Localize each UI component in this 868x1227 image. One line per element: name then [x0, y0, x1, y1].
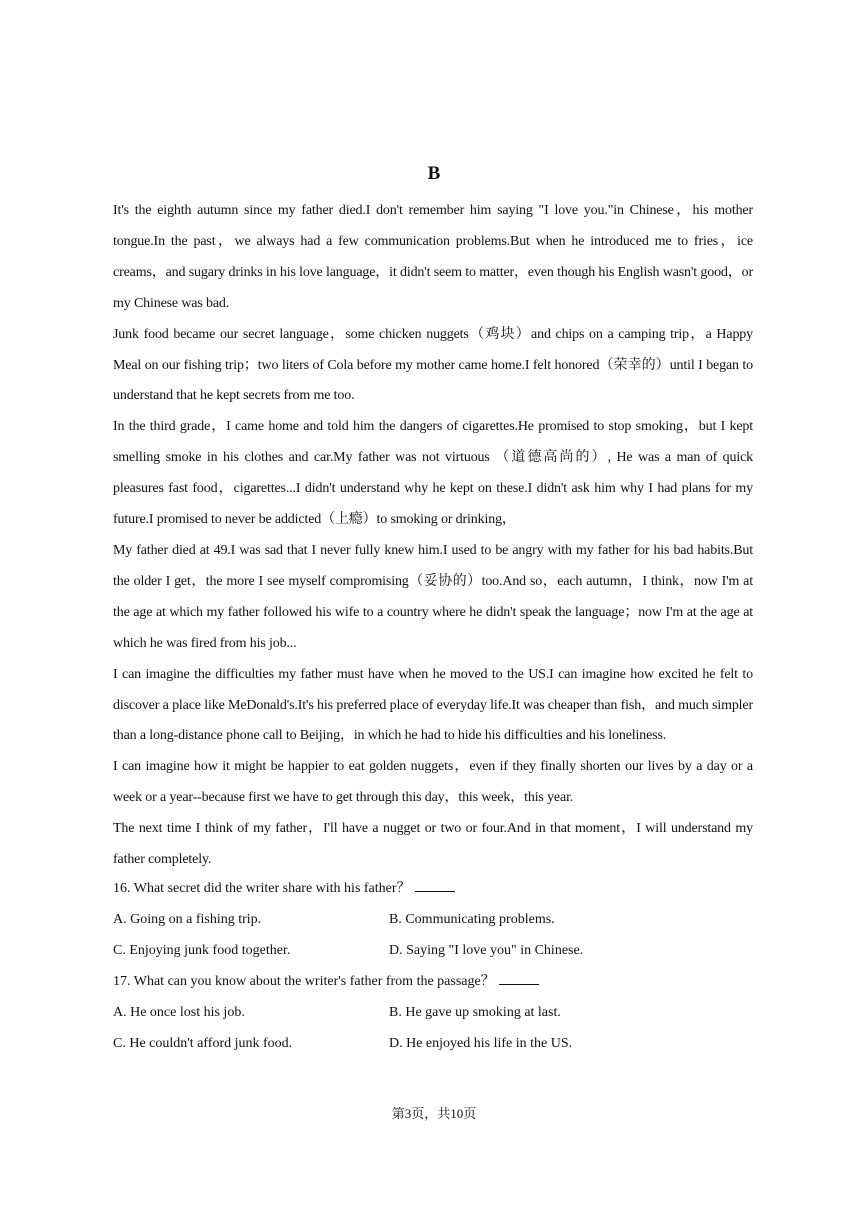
passage-paragraph-5: I can imagine the difficulties my father must have when he moved to the US.I can imagine how excited he felt to discover a place like MeDonald's.It's his preferred place of everyday life.It was cheaper than fish，and much simpler than a long-distance phone call to Beijing，in which he had to hide his difficulties and his loneliness.	[113, 666, 753, 744]
passage-paragraph-2: Junk food became our secret language，some chicken nuggets（鸡块）and chips on a camping trip，a Happy Meal on our fishing trip；two liters of Cola before my mother came home.I felt honored（荣幸的）until I began to understand that he kept secrets from me too.	[113, 326, 753, 404]
passage-paragraph-1: It's the eighth autumn since my father died.I don't remember him saying "I love you."in Chinese，his mother tongue.In the past，we always had a few communication problems.But when he introduced me to fries，ice creams，and sugary drinks in his love language，it didn't seem to matter，even though his English wasn't good，or my Chinese was bad.	[113, 203, 753, 311]
option-d: D. He enjoyed his life in the US.	[389, 1035, 573, 1051]
option-c: C. Enjoying junk food together.	[113, 942, 291, 958]
answer-blank	[415, 877, 455, 892]
reading-passage	[113, 196, 753, 876]
question-stem: 16. What secret did the writer share with his father？	[113, 881, 411, 896]
passage-paragraph-7: The next time I think of my father，I'll have a nugget or two or four.And in that moment，I will understand my father completely.	[113, 821, 753, 868]
question-list	[113, 874, 753, 1059]
option-d: D. Saying "I love you" in Chinese.	[389, 942, 584, 958]
question-stem: 17. What can you know about the writer's father from the passage？	[113, 973, 495, 989]
question-16	[113, 874, 753, 967]
option-c: C. He couldn't afford junk food.	[113, 1035, 293, 1051]
page-number-footer: 第3页，共10页	[391, 1106, 477, 1121]
option-a: A. He once lost his job.	[113, 1004, 245, 1020]
answer-blank	[499, 970, 539, 985]
question-17	[113, 967, 753, 1060]
passage-paragraph-3: In the third grade，I came home and told him the dangers of cigarettes.He promised to stop smoking，but I kept smelling smoke in his clothes and car.My father was not virtuous （道德高尚的）, He was a man of quick pleasures fast food，cigarettes...I didn't understand why he kept on these.I didn't ask him why I had plans for my future.I promised to never be addicted（上瘾）to smoking or drinking，	[113, 419, 753, 528]
option-a: A. Going on a fishing trip.	[113, 911, 262, 927]
passage-paragraph-4: My father died at 49.I was sad that I never fully knew him.I used to be angry with my father for his bad habits.But the older I get，the more I see myself compromising（妥协的）too.And so，each autumn，I think，now I'm at the age at which my father followed his wife to a country where he didn't speak the language；now I'm at the age at which he was fired from his job...	[113, 542, 753, 651]
option-b: B. He gave up smoking at last.	[389, 1004, 561, 1020]
option-b: B. Communicating problems.	[389, 911, 555, 927]
passage-paragraph-6: I can imagine how it might be happier to eat golden nuggets，even if they finally shorten our lives by a day or a week or a year--because first we have to get through this day，this week，this year.	[113, 759, 753, 806]
section-title: B	[427, 163, 441, 184]
